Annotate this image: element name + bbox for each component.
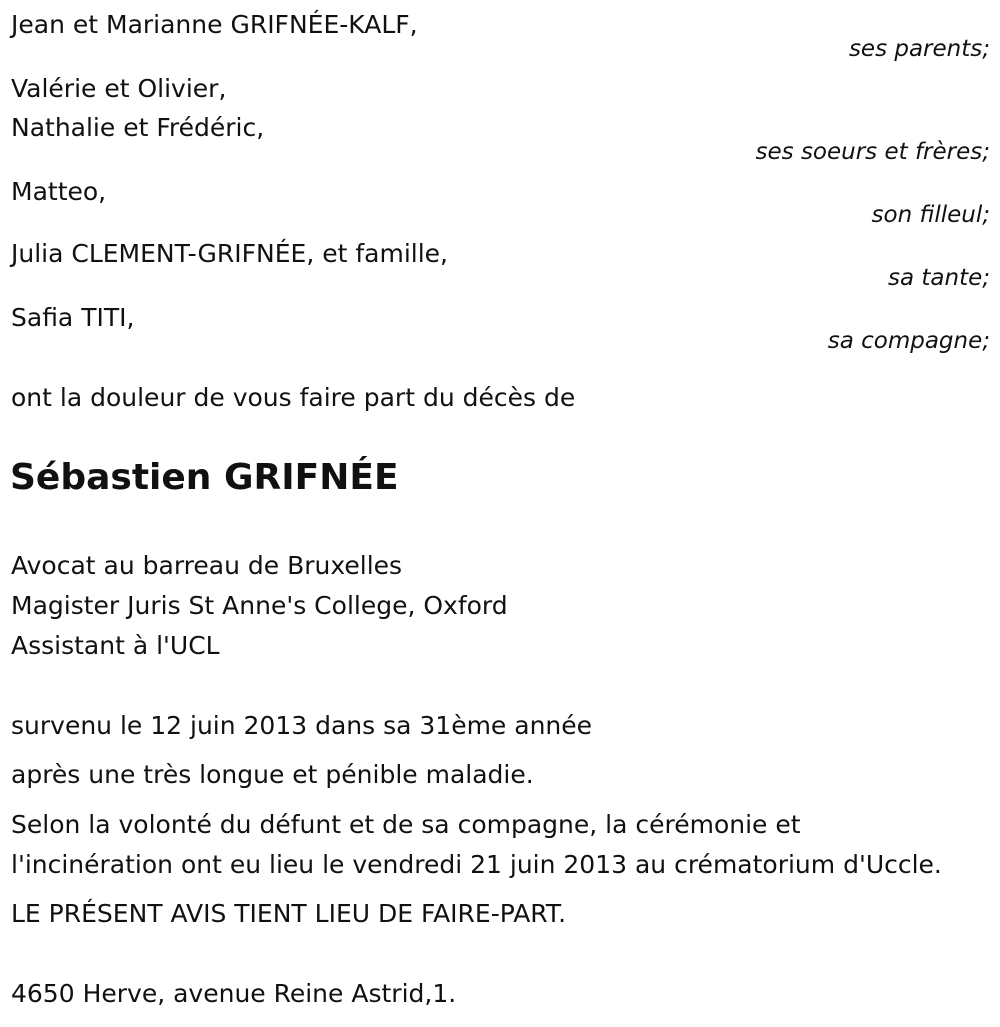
godson-name: Matteo, [11,177,107,206]
aunt-names: Julia CLEMENT-GRIFNÉE, et famille, [11,239,448,268]
siblings-line-1: Valérie et Olivier, [11,74,227,103]
deceased-title-3: Assistant à l'UCL [11,631,220,660]
deceased-title-2: Magister Juris St Anne's College, Oxford [11,591,508,620]
notice-text: LE PRÉSENT AVIS TIENT LIEU DE FAIRE-PART. [11,899,567,928]
death-date-text: survenu le 12 juin 2013 dans sa 31ème année [11,711,593,740]
aunt-role: sa tante; [888,265,990,291]
ceremony-text-2: l'incinération ont eu lieu le vendredi 21 juin 2013 au crématorium d'Uccle. [11,850,942,879]
deceased-name: Sébastien GRIFNÉE [10,457,399,498]
announcement-text: ont la douleur de vous faire part du décès de [11,383,576,412]
partner-role: sa compagne; [827,328,990,354]
partner-name: Safia TITI, [11,303,135,332]
address-text: 4650 Herve, avenue Reine Astrid,1. [11,979,457,1008]
parents-names: Jean et Marianne GRIFNÉE-KALF, [11,10,418,39]
illness-text: après une très longue et pénible maladie. [11,760,534,789]
godson-role: son filleul; [871,202,990,228]
deceased-title-1: Avocat au barreau de Bruxelles [11,551,403,580]
siblings-line-2: Nathalie et Frédéric, [11,113,265,142]
parents-role: ses parents; [848,36,990,62]
ceremony-text-1: Selon la volonté du défunt et de sa compagne, la cérémonie et [11,810,801,839]
siblings-role: ses soeurs et frères; [755,139,990,165]
